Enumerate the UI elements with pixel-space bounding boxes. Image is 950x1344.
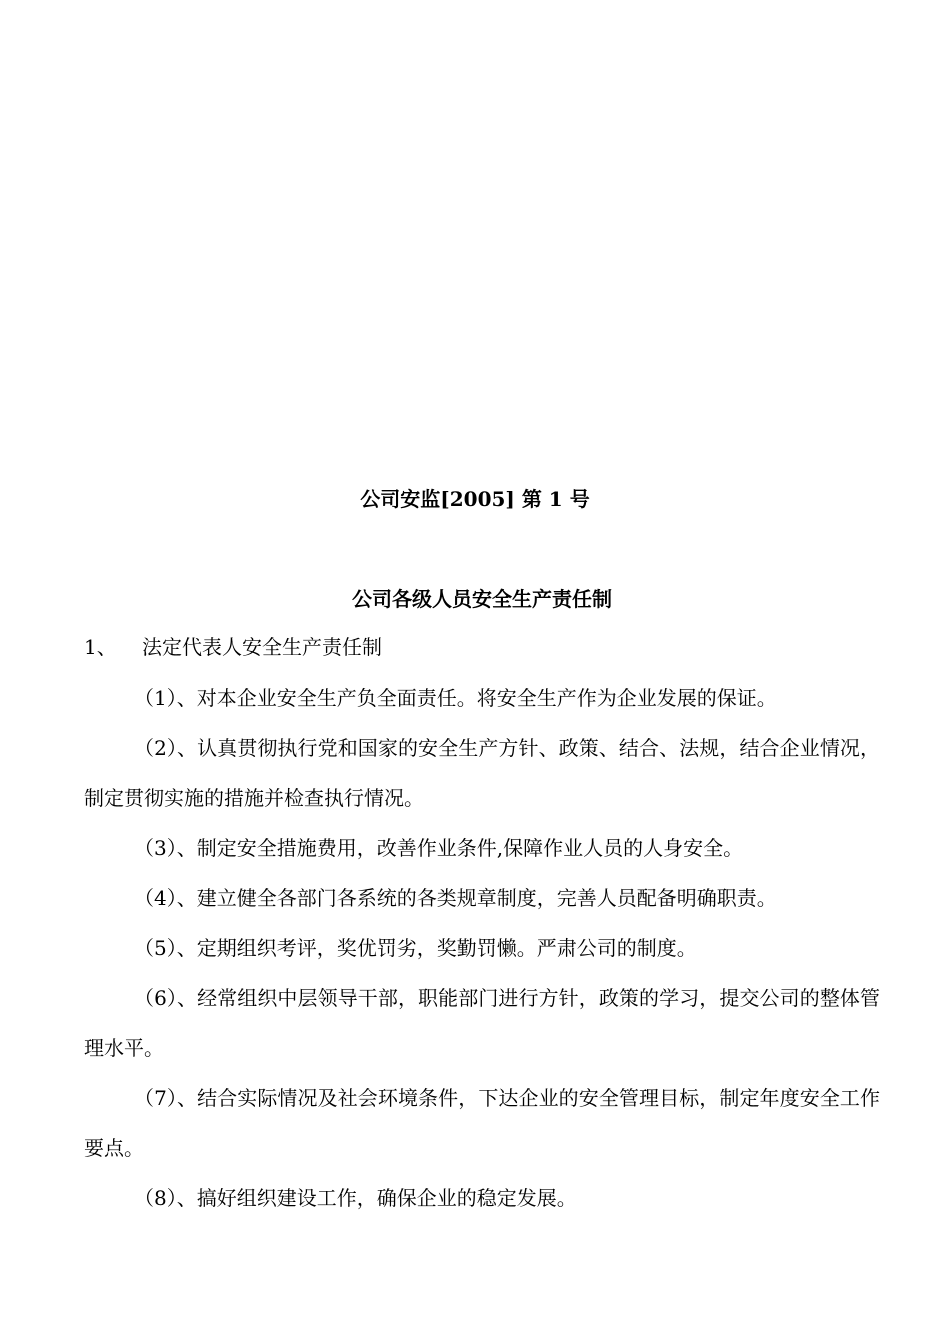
list-item: （2）、认真贯彻执行党和国家的安全生产方针、政策、结合、法规，结合企业情况，制定贯彻实施的措施并检查执行情况。: [84, 736, 880, 810]
list-item: （7）、结合实际情况及社会环境条件，下达企业的安全管理目标，制定年度安全工作要点。: [84, 1086, 880, 1160]
section-heading-text: 法定代表人安全生产责任制: [142, 635, 382, 659]
document-title: 公司各级人员安全生产责任制: [352, 587, 612, 611]
list-item: （3）、制定安全措施费用，改善作业条件,保障作业人员的人身安全。: [134, 836, 744, 860]
list-item: （6）、经常组织中层领导干部，职能部门进行方针，政策的学习，提交公司的整体管理水平。: [84, 986, 880, 1060]
list-item: （4）、建立健全各部门各系统的各类规章制度，完善人员配备明确职责。: [134, 886, 777, 910]
section-heading: [84, 632, 382, 662]
document-number: 公司安监[2005] 第 1 号: [360, 487, 590, 511]
list-item: （8）、搞好组织建设工作，确保企业的稳定发展。: [134, 1186, 577, 1210]
list-item: （1）、对本企业安全生产负全面责任。将安全生产作为企业发展的保证。: [134, 686, 777, 710]
responsibility-list: [84, 673, 880, 1223]
section-number: 1、: [84, 635, 117, 659]
list-item: （5）、定期组织考评，奖优罚劣，奖勤罚懒。严肃公司的制度。: [134, 936, 697, 960]
